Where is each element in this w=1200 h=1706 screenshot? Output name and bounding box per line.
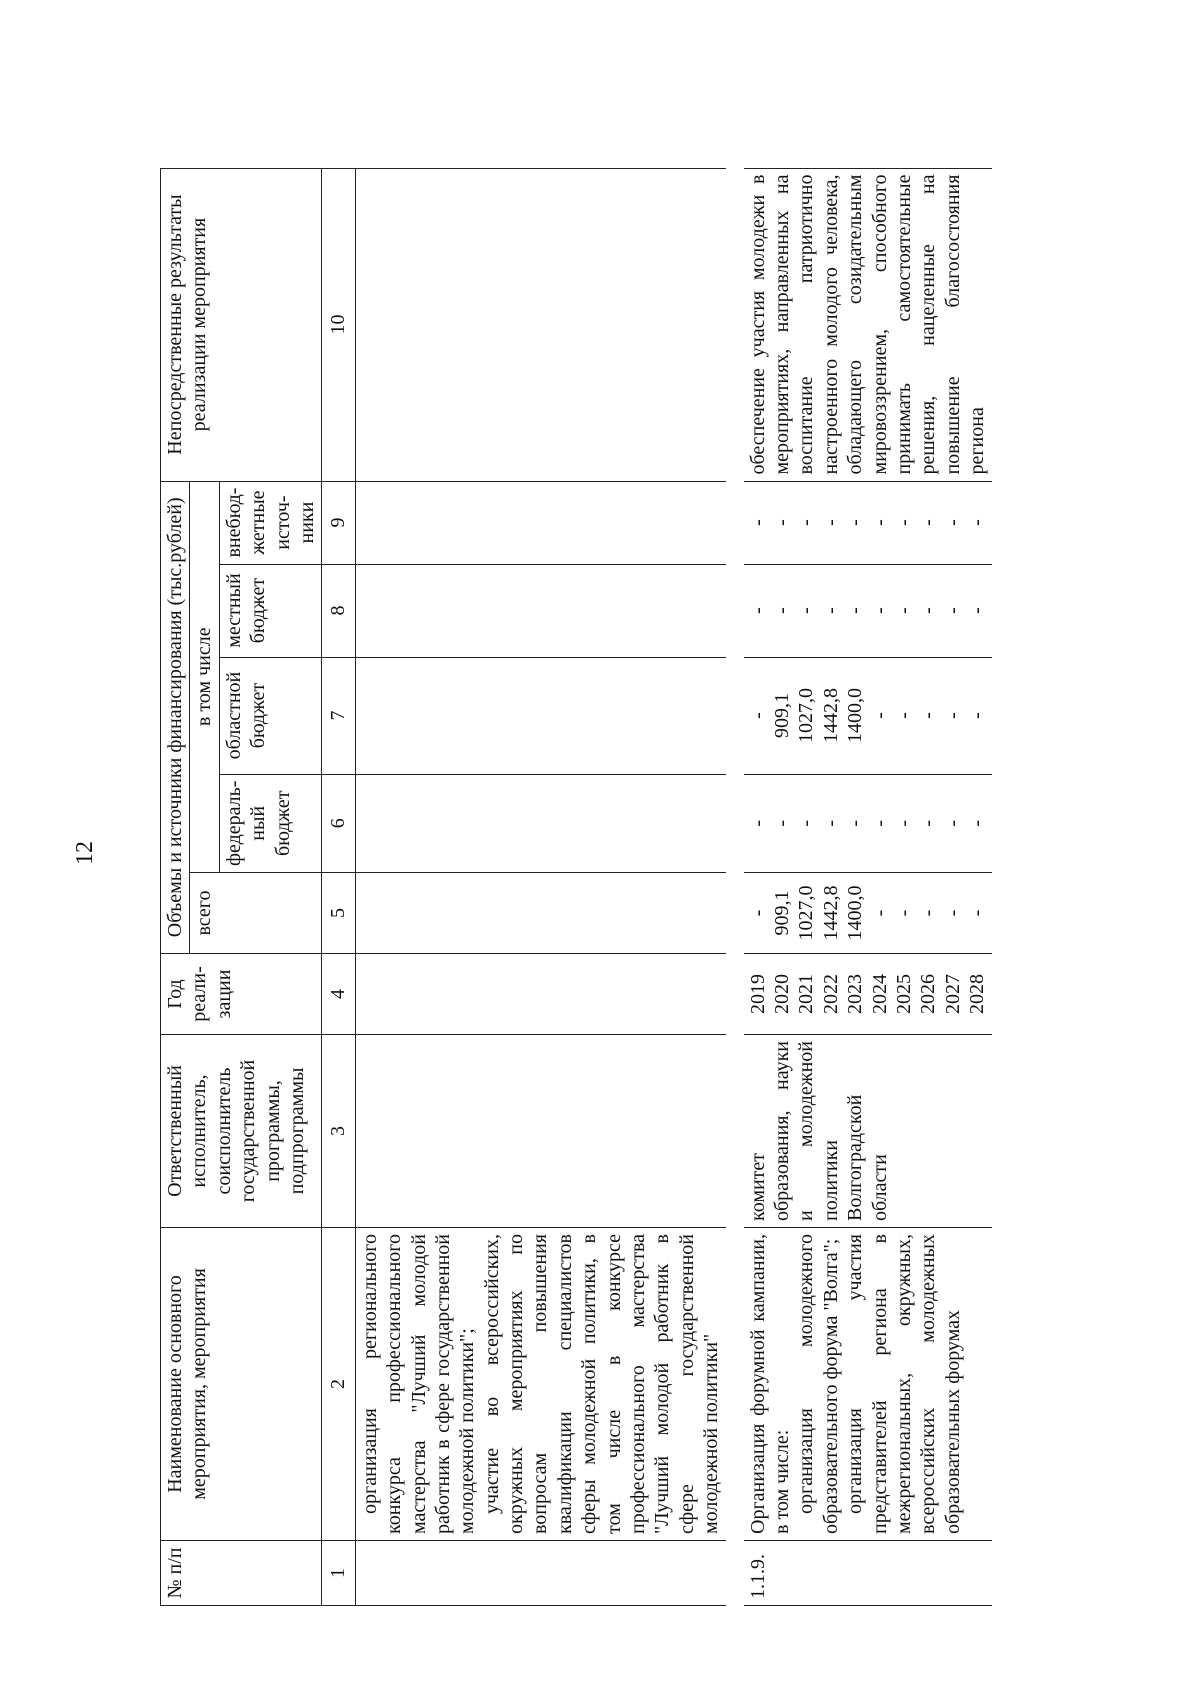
row-title-cell [744,1228,992,1541]
value-line: 2021 [795,974,818,1014]
value-line: - [892,909,915,917]
header-federal: федераль- ный бюджет [219,774,322,872]
list-item: организация молодежного образовательного форума "Волга"; [795,1234,842,1534]
value-line: - [868,819,891,827]
colnum: 5 [322,873,355,954]
colnum: 4 [322,954,355,1035]
value-line: 909,1 [770,693,793,739]
value-line: - [917,519,940,526]
value-line: 1027,0 [795,688,818,744]
value-line: 1400,0 [844,885,867,941]
header-year: Год реали- зации [161,954,322,1035]
offbudget-values [746,488,990,558]
header-results: Непосредственные результаты реализации мероприятия [161,168,322,481]
value-line: - [795,607,818,614]
header-executor: Ответственный исполнитель, соисполнитель государственной программы, подпрограммы [161,1035,322,1228]
regional-cell [744,657,992,774]
value-line: - [844,819,867,827]
value-line: 2020 [770,974,793,1014]
value-line: - [770,607,793,614]
value-line: - [892,712,915,719]
value-line: - [819,607,842,614]
table-row [355,168,725,1605]
value-line: 2028 [966,974,989,1014]
offbudget-cell [744,481,992,564]
value-line: - [868,607,891,614]
value-line: - [746,519,769,526]
value-line: - [917,607,940,614]
program-table [160,168,1010,1606]
value-line: - [868,712,891,719]
value-line: - [917,819,940,827]
total-values [746,879,990,947]
value-line: - [966,819,989,827]
value-line: - [892,607,915,614]
row-number: 1.1.9. [744,1541,992,1606]
header-offbudget: внебюд- жетные источ- ники [219,481,322,564]
value-line: 1400,0 [844,688,867,744]
value-line: 2023 [844,974,867,1014]
value-line: - [941,909,964,917]
colnum: 3 [322,1035,355,1228]
value-line: 2027 [941,974,964,1014]
value-line: - [819,519,842,526]
row-title: Организация форумной кампании, в том числе: [746,1234,793,1534]
value-line: - [770,819,793,827]
value-line: - [966,519,989,526]
value-line: - [941,712,964,719]
value-line: - [966,909,989,917]
header-name: Наименование основного мероприятия, мероприятия [161,1228,322,1541]
value-line: 1442,8 [819,688,842,744]
value-line: - [746,909,769,917]
local-values [746,571,990,651]
executor: комитет образования, науки и молодежной политики Волгоградской области [744,1035,992,1228]
value-line: - [795,819,818,827]
header-total: всего [190,873,322,954]
federal-cell [744,774,992,872]
value-line: - [795,519,818,526]
value-line: - [746,712,769,719]
value-line: 2024 [868,974,891,1014]
regional-values [746,664,990,768]
value-line: - [819,819,842,827]
colnum: 7 [322,657,355,774]
value-line: 2025 [892,974,915,1014]
continuation-cell [355,1228,725,1541]
value-line: - [844,607,867,614]
header-regional: областной бюджет [219,657,322,774]
list-item: участие во всероссийских, окружных мероприятиях по вопросам повышения квалификации специалистов сферы молодежной политики, в том числе в конкурсе профессионального мастерства "Лучший молодой работник в сфере государственной молодежной политики" [480,1234,723,1534]
table-row [744,168,992,1605]
value-line: 1442,8 [819,885,842,941]
years-list [746,960,990,1028]
colnum: 2 [322,1228,355,1541]
value-line: - [941,819,964,827]
value-line: - [868,909,891,917]
colnum: 10 [322,168,355,481]
value-line: 2026 [917,974,940,1014]
colnum: 8 [322,564,355,657]
value-line: - [941,519,964,526]
header-in-that-number: в том числе [190,481,219,872]
value-line: - [770,519,793,526]
list-item: организация участия представителей региона в межрегиональных, окружных, всероссийских молодежных образовательных форумах [844,1234,964,1534]
result: обеспечение участия молодежи в мероприятиях, направленных на воспитание патриотично настроенного молодого человека, обладающего созидательным мировоззрением, способного принимать самостоятельные решения, нацеленные на повышение благосостояния региона [744,168,992,481]
colnum: 1 [322,1541,355,1606]
list-item: организация регионального конкурса профессионального мастерства "Лучший молодой работник в сфере государственной молодежной политики"; [358,1234,479,1534]
years-cell [744,954,992,1035]
value-line: 2019 [746,974,769,1014]
value-line: - [966,607,989,614]
value-line: 1027,0 [795,885,818,941]
total-cell [744,873,992,954]
value-line: - [892,819,915,827]
header-local: местный бюджет [219,564,322,657]
value-line: - [868,519,891,526]
value-line: - [941,607,964,614]
colnum: 9 [322,481,355,564]
value-line: - [844,519,867,526]
local-cell [744,564,992,657]
header-funding: Объемы и источники финансирования (тыс.рублей) [161,481,190,953]
value-line: - [966,712,989,719]
value-line: - [746,819,769,827]
value-line: 2022 [819,974,842,1014]
value-line: - [917,712,940,719]
header-number: № п/п [161,1541,322,1606]
column-number-row [322,168,355,1605]
colnum: 6 [322,774,355,872]
value-line: - [892,519,915,526]
page-number: 12 [72,841,98,865]
value-line: 909,1 [770,890,793,936]
value-line: - [917,909,940,917]
federal-values [746,781,990,866]
value-line: - [746,607,769,614]
